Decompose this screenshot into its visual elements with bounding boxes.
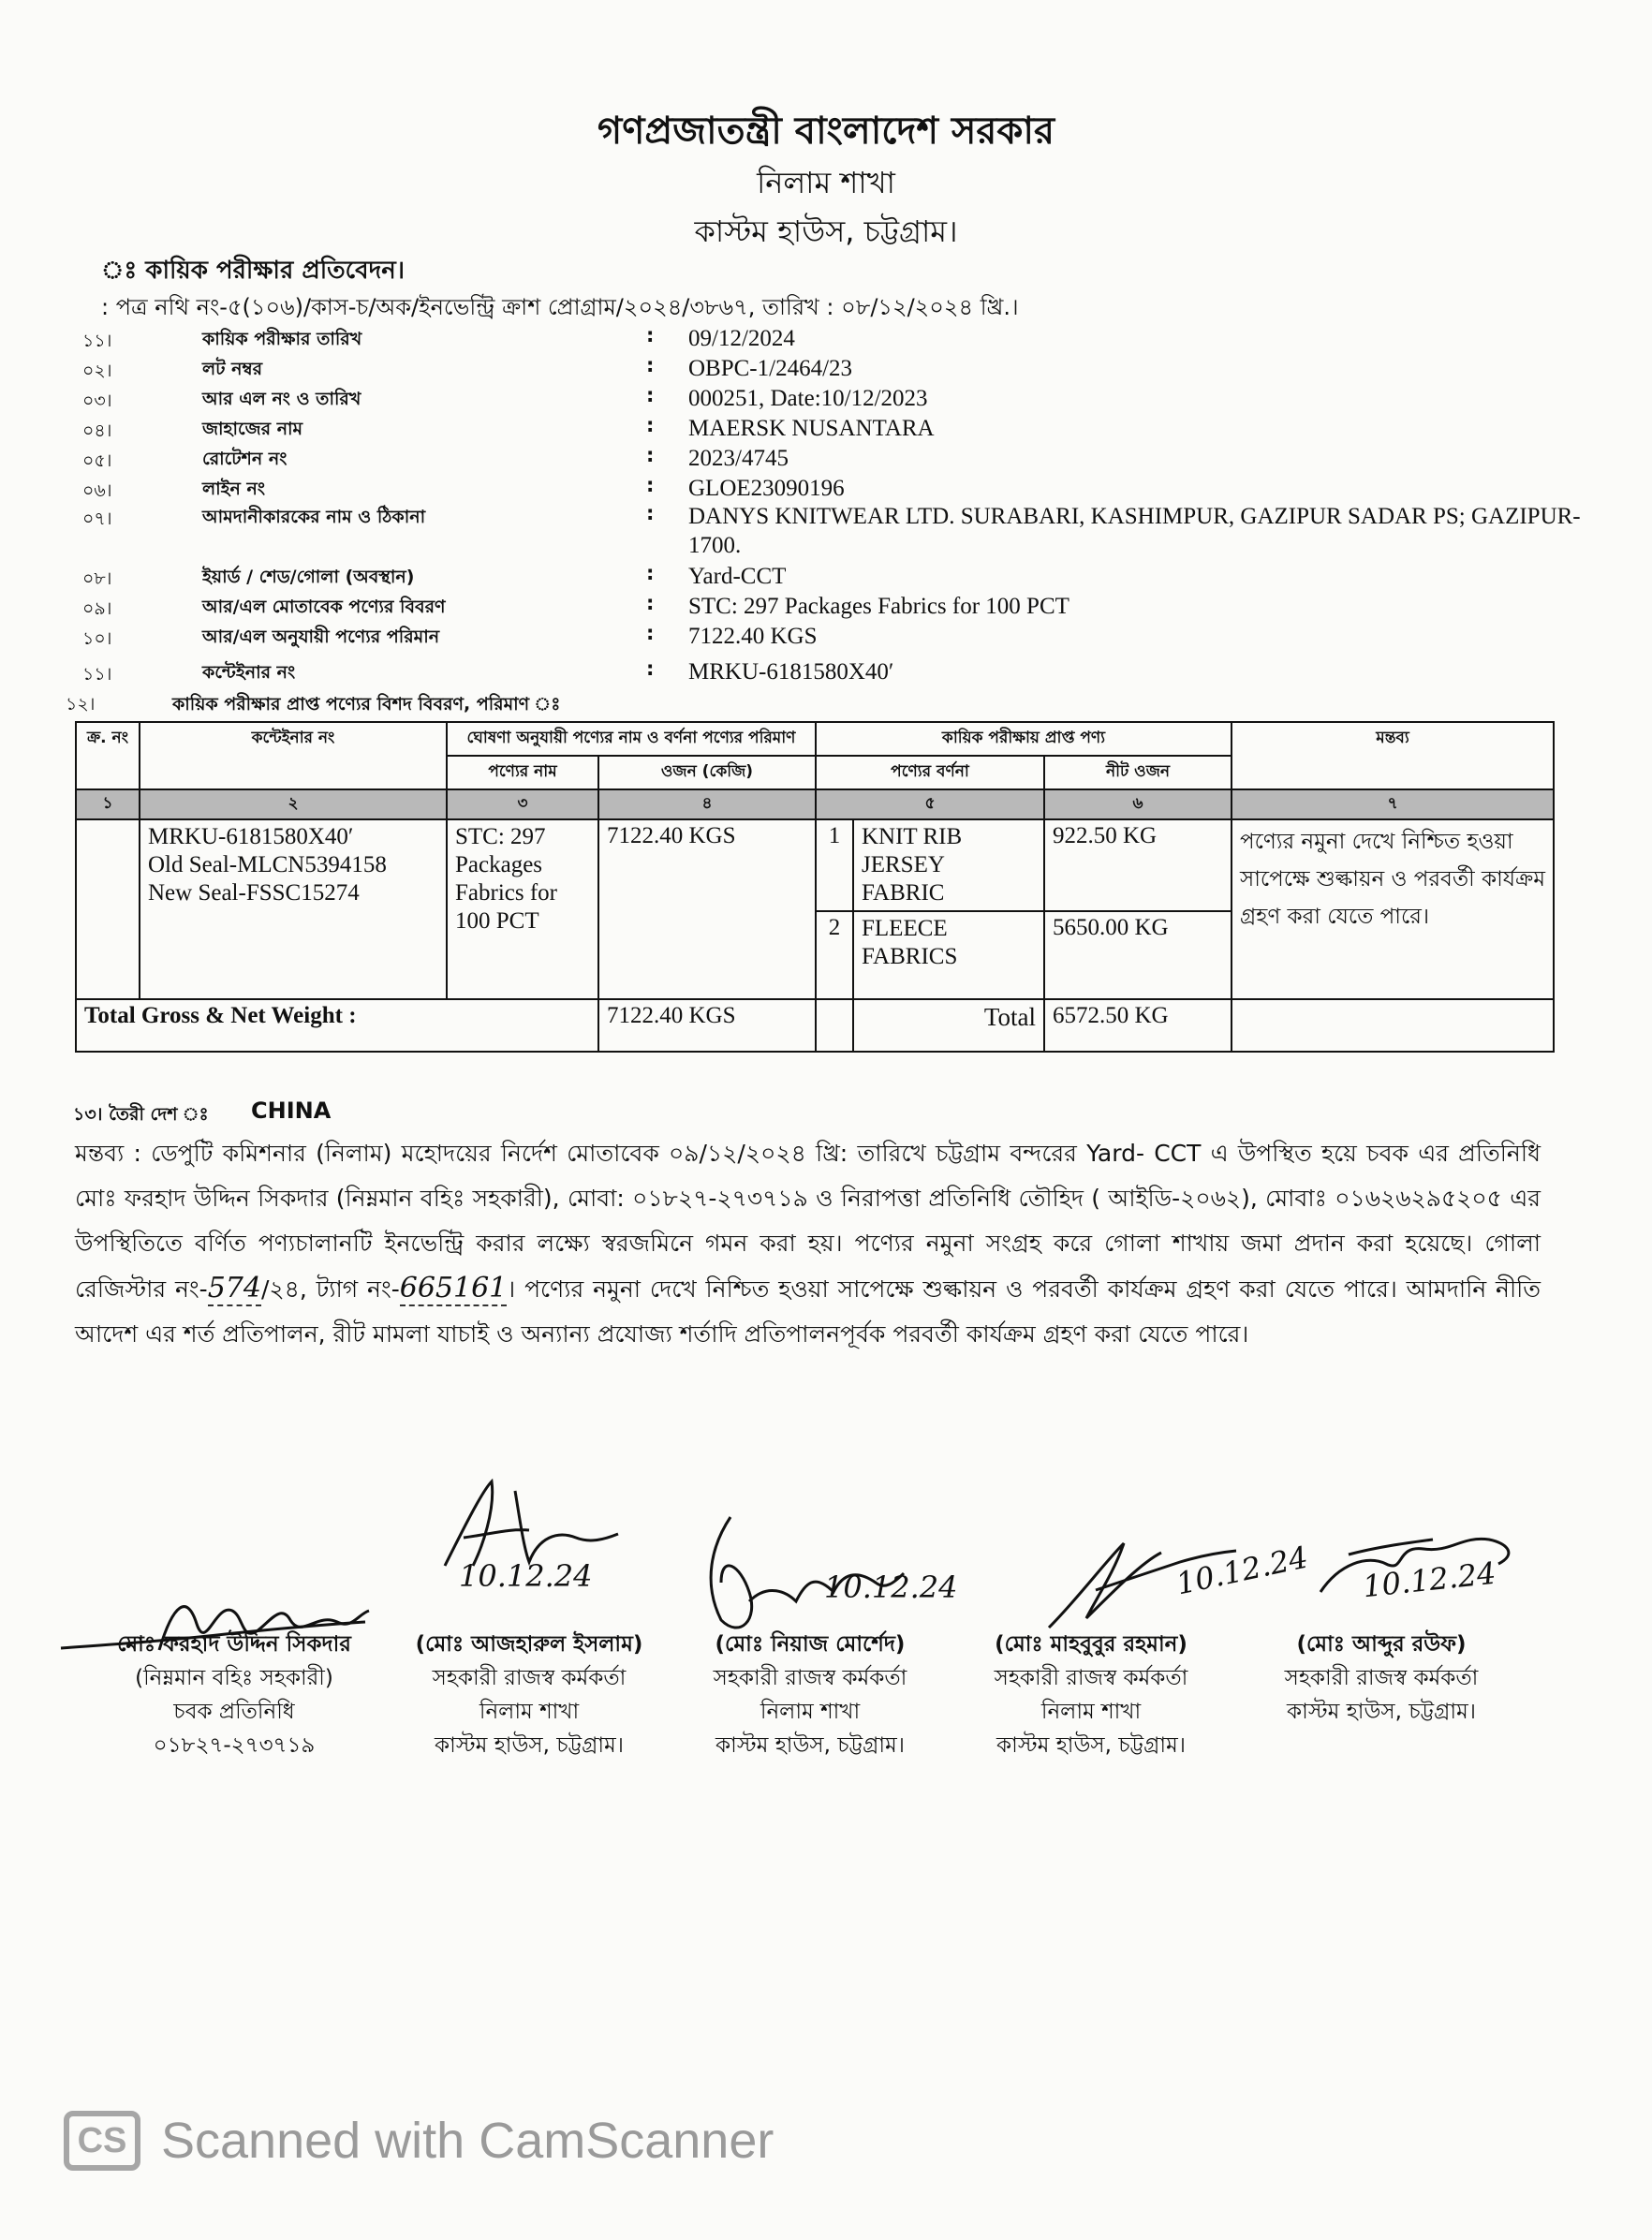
- field-row: [82, 324, 1581, 354]
- reference-line: : পত্র নথি নং-৫(১০৬)/কাস-চ/অক/ইনভেন্ট্রি ক্রাশ প্রোগ্রাম/২০২৪/৩৮৬৭, তারিখ : ০৮/১২/২০২৪ খ্রি.।: [101, 294, 1019, 320]
- header-found-weight: নীট ওজন: [1044, 756, 1232, 789]
- field-value: STC: 297 Packages Fabrics for 100 PCT: [688, 594, 1069, 619]
- signatory-office: নিলাম শাখা: [760, 1700, 861, 1724]
- signatory-designation: সহকারী রাজস্ব কর্মকর্তা: [994, 1666, 1188, 1690]
- office-name: কাস্টম হাউস, চট্টগ্রাম।: [694, 214, 958, 249]
- tag-number: 665161: [399, 1272, 508, 1304]
- header-declared-name: পণ্যের নাম: [447, 756, 598, 789]
- item-serial: 2: [816, 911, 853, 999]
- row-serial: [76, 819, 140, 999]
- signature-date: 10.12.24: [1361, 1555, 1498, 1605]
- field-value: GLOE23090196: [688, 476, 845, 501]
- signature-block: [951, 1628, 1232, 1762]
- field-colon: :: [646, 414, 655, 436]
- field-number: ০৬।: [82, 480, 112, 501]
- field-colon: :: [646, 444, 655, 466]
- column-number: ৬: [1044, 789, 1232, 819]
- remarks-text-2: /২৪, ট্যাগ নং-: [260, 1275, 400, 1303]
- signatory-phone: ০১৮২৭-২৭৩৭১৯: [153, 1733, 316, 1758]
- column-number-row: [76, 789, 1554, 819]
- column-number: ৩: [447, 789, 598, 819]
- declared-name: STC: 297 Packages Fabrics for 100 PCT: [447, 819, 598, 999]
- field-colon: :: [646, 354, 655, 376]
- signatory-designation: সহকারী রাজস্ব কর্মকর্তা: [432, 1666, 627, 1690]
- signature-date: 10.12.24: [1173, 1539, 1311, 1602]
- signatory-name: (মোঃ মাহবুবুর রহমান): [995, 1632, 1187, 1657]
- table-header-row: [76, 722, 1554, 756]
- field-label: আর/এল মোতাবেক পণ্যের বিবরণ: [202, 597, 446, 617]
- field-row: [82, 414, 1581, 444]
- field-value: 2023/4745: [688, 446, 789, 471]
- field-number: ০৫।: [82, 450, 112, 471]
- field-label: লট নম্বর: [202, 359, 263, 379]
- item-weight: 922.50 KG: [1044, 819, 1232, 911]
- field-row: [82, 502, 1581, 560]
- signatory-office: নিলাম শাখা: [479, 1700, 580, 1724]
- header-remarks: মন্তব্য: [1232, 722, 1554, 789]
- field-row: [82, 592, 1581, 622]
- item-description: FLEECE FABRICS: [853, 911, 1044, 999]
- signature-block: [393, 1628, 665, 1762]
- item-serial: 1: [816, 819, 853, 911]
- total-spacer: [816, 999, 853, 1052]
- signature-block: [670, 1628, 951, 1762]
- header-found: কায়িক পরীক্ষায় প্রাপ্ত পণ্য: [816, 722, 1232, 756]
- origin-label: ১৩। তৈরী দেশ ঃ: [73, 1104, 209, 1125]
- field-row: [82, 622, 1581, 652]
- field-value: Yard-CCT: [688, 564, 787, 589]
- watermark-text: Scanned with CamScanner: [161, 2113, 774, 2169]
- origin-value: CHINA: [251, 1098, 332, 1124]
- items-table: [75, 721, 1555, 1053]
- column-number: ২: [140, 789, 447, 819]
- signature-date: 10.12.24: [459, 1558, 593, 1594]
- header-declared: ঘোষণা অনুযায়ী পণ্যের নাম ও বর্ণনা পণ্যের পরিমাণ: [447, 722, 816, 756]
- remarks-text-3: । পণ্যের নমুনা দেখে নিশ্চিত হওয়া সাপেক্ষে শুল্কায়ন ও পরবর্তী কার্যক্রম গ্রহণ করা যেতে পারে। আমদানি নীতি আদেশ এর শর্ত প্রতিপালন, রীট মামলা যাচাই ও অন্যান্য প্রযোজ্য শর্তাদি প্রতিপালনপূর্বক পরবর্তী কার্যক্রম গ্রহণ করা যেতে পারে।: [75, 1275, 1541, 1348]
- field-number: ০৮।: [82, 568, 112, 589]
- remarks-paragraph: [75, 1131, 1541, 1357]
- field-number: ০৪।: [82, 420, 112, 441]
- item-description: KNIT RIB JERSEY FABRIC: [853, 819, 1044, 911]
- field-colon: :: [646, 562, 655, 584]
- signatory-name: (মোঃ আব্দুর রউফ): [1296, 1632, 1467, 1657]
- signature-block: [1241, 1628, 1522, 1729]
- signatory-designation: সহকারী রাজস্ব কর্মকর্তা: [713, 1666, 907, 1690]
- field-number: ০২।: [82, 361, 112, 381]
- header-container: কন্টেইনার নং: [140, 722, 447, 789]
- signatory-name: (মোঃ নিয়াজ মোর্শেদ): [715, 1632, 906, 1657]
- signatory-designation: সহকারী রাজস্ব কর্মকর্তা: [1284, 1666, 1479, 1690]
- field-row: [82, 384, 1581, 414]
- field-value: 7122.40 KGS: [688, 624, 818, 649]
- row-remark: পণ্যের নমুনা দেখে নিশ্চিত হওয়া সাপেক্ষে শুল্কায়ন ও পরবর্তী কার্যক্রম গ্রহণ করা যেতে পারে।: [1232, 819, 1554, 999]
- field-colon: :: [646, 657, 655, 680]
- field-label: জাহাজের নাম: [202, 419, 303, 439]
- field-value: DANYS KNITWEAR LTD. SURABARI, KASHIMPUR, GAZIPUR SADAR PS; GAZIPUR-1700.: [688, 504, 1581, 558]
- field-value: OBPC-1/2464/23: [688, 356, 853, 381]
- signatory-location: কাস্টম হাউস, চট্টগ্রাম।: [996, 1733, 1186, 1758]
- signature-date: 10.12.24: [824, 1569, 958, 1605]
- camscanner-logo-icon: CS: [64, 2111, 140, 2171]
- field-number: ১১।: [82, 331, 112, 351]
- field-colon: :: [646, 324, 655, 346]
- field-label: ইয়ার্ড / শেড/গোলা (অবস্থান): [202, 567, 415, 587]
- field-number: ১০।: [82, 628, 112, 649]
- column-number: ৪: [598, 789, 816, 819]
- field-label: আর এল নং ও তারিখ: [202, 389, 361, 409]
- signatory-location: কাস্টম হাউস, চট্টগ্রাম।: [1286, 1700, 1476, 1724]
- field-colon: :: [646, 384, 655, 406]
- signatory-designation: (নিম্নমান বহিঃ সহকারী): [135, 1666, 333, 1690]
- header-found-desc: পণ্যের বর্ণনা: [816, 756, 1044, 789]
- field-row: [82, 657, 1581, 687]
- field-number: ০৯।: [82, 598, 112, 619]
- signatory-name: (মোঃ আজহারুল ইসলাম): [415, 1632, 643, 1657]
- total-remark: [1232, 999, 1554, 1052]
- field-colon: :: [646, 502, 655, 524]
- total-gross: 7122.40 KGS: [598, 999, 816, 1052]
- total-label: Total Gross & Net Weight :: [76, 999, 598, 1052]
- scanner-watermark: [64, 2111, 774, 2171]
- field-label: আর/এল অনুযায়ী পণ্যের পরিমান: [202, 626, 440, 647]
- total-word: Total: [853, 999, 1044, 1052]
- field-number: ০৭।: [82, 508, 112, 529]
- field-colon: :: [646, 622, 655, 644]
- signatory-office: নিলাম শাখা: [1040, 1700, 1142, 1724]
- signatory-location: কাস্টম হাউস, চট্টগ্রাম।: [434, 1733, 624, 1758]
- field-row: [82, 354, 1581, 384]
- field-label: রোটেশন নং: [202, 449, 288, 469]
- field-colon: :: [646, 474, 655, 496]
- field-colon: :: [646, 592, 655, 614]
- government-title: গণপ্রজাতন্ত্রী বাংলাদেশ সরকার: [597, 110, 1055, 153]
- declared-weight: 7122.40 KGS: [598, 819, 816, 999]
- section-12-number: ১২।: [66, 694, 96, 715]
- branch-name: নিলাম শাখা: [757, 165, 895, 200]
- register-number: 574: [207, 1272, 261, 1304]
- signature-block: [75, 1628, 393, 1762]
- table-row: [76, 819, 1554, 911]
- column-number: ৫: [816, 789, 1044, 819]
- signatory-location: কাস্টম হাউস, চট্টগ্রাম।: [715, 1733, 905, 1758]
- header-declared-weight: ওজন (কেজি): [598, 756, 816, 789]
- table-total-row: [76, 999, 1554, 1052]
- field-label: কায়িক পরীক্ষার তারিখ: [202, 329, 362, 349]
- section-12-label: কায়িক পরীক্ষার প্রাপ্ত পণ্যের বিশদ বিবরণ, পরিমাণ ঃ: [172, 694, 561, 715]
- field-row: [82, 444, 1581, 474]
- field-label: কন্টেইনার নং: [202, 662, 296, 683]
- field-row: [82, 474, 1581, 504]
- column-number: ১: [76, 789, 140, 819]
- field-label: লাইন নং: [202, 479, 266, 499]
- field-label: আমদানীকারকের নাম ও ঠিকানা: [202, 507, 426, 527]
- field-value: MAERSK NUSANTARA: [688, 416, 935, 441]
- field-number: ০৩।: [82, 391, 112, 411]
- signatory-name: মোঃ ফরহাদ উদ্দিন সিকদার: [117, 1632, 351, 1657]
- field-value: 09/12/2024: [688, 326, 795, 351]
- header-serial: ক্র. নং: [76, 722, 140, 789]
- signatory-office: চবক প্রতিনিধি: [173, 1700, 295, 1724]
- field-number: ১১।: [82, 664, 112, 685]
- column-number: ৭: [1232, 789, 1554, 819]
- remarks-text-1: মন্তব্য : ডেপুটি কমিশনার (নিলাম) মহোদয়ের নির্দেশ মোতাবেক ০৯/১২/২০২৪ খ্রি: তারিখে চট্টগ্রাম বন্দরের Yard- CCT এ উপস্থিত হয়ে চবক এর প্রতিনিধি মোঃ ফরহাদ উদ্দিন সিকদার (নিম্নমান বহিঃ সহকারী), মোবা: ০১৮২৭-২৭৩৭১৯ ও নিরাপত্তা প্রতিনিধি তৌহিদ ( আইডি-২০৬২), মোবাঃ ০১৬২৬২৯৫২০৫ এর উপস্থিতিতে বর্ণিত পণ্যচালানটি ইনভেন্ট্রি করার লক্ষ্যে স্বরজমিনে গমন করা হয়। পণ্যের নমুনা সংগ্রহ করে গোলা শাখায় জমা প্রদান করা হয়েছে। গোলা রেজিস্টার নং-: [75, 1140, 1541, 1303]
- field-row: [82, 562, 1581, 592]
- total-net: 6572.50 KG: [1044, 999, 1232, 1052]
- field-value: MRKU-6181580X40′: [688, 659, 894, 685]
- field-value: 000251, Date:10/12/2023: [688, 386, 928, 411]
- report-subject: ঃ কায়িক পরীক্ষার প্রতিবেদন।: [101, 257, 406, 285]
- item-weight: 5650.00 KG: [1044, 911, 1232, 999]
- container-info: MRKU-6181580X40′ Old Seal-MLCN5394158 New Seal-FSSC15274: [140, 819, 447, 999]
